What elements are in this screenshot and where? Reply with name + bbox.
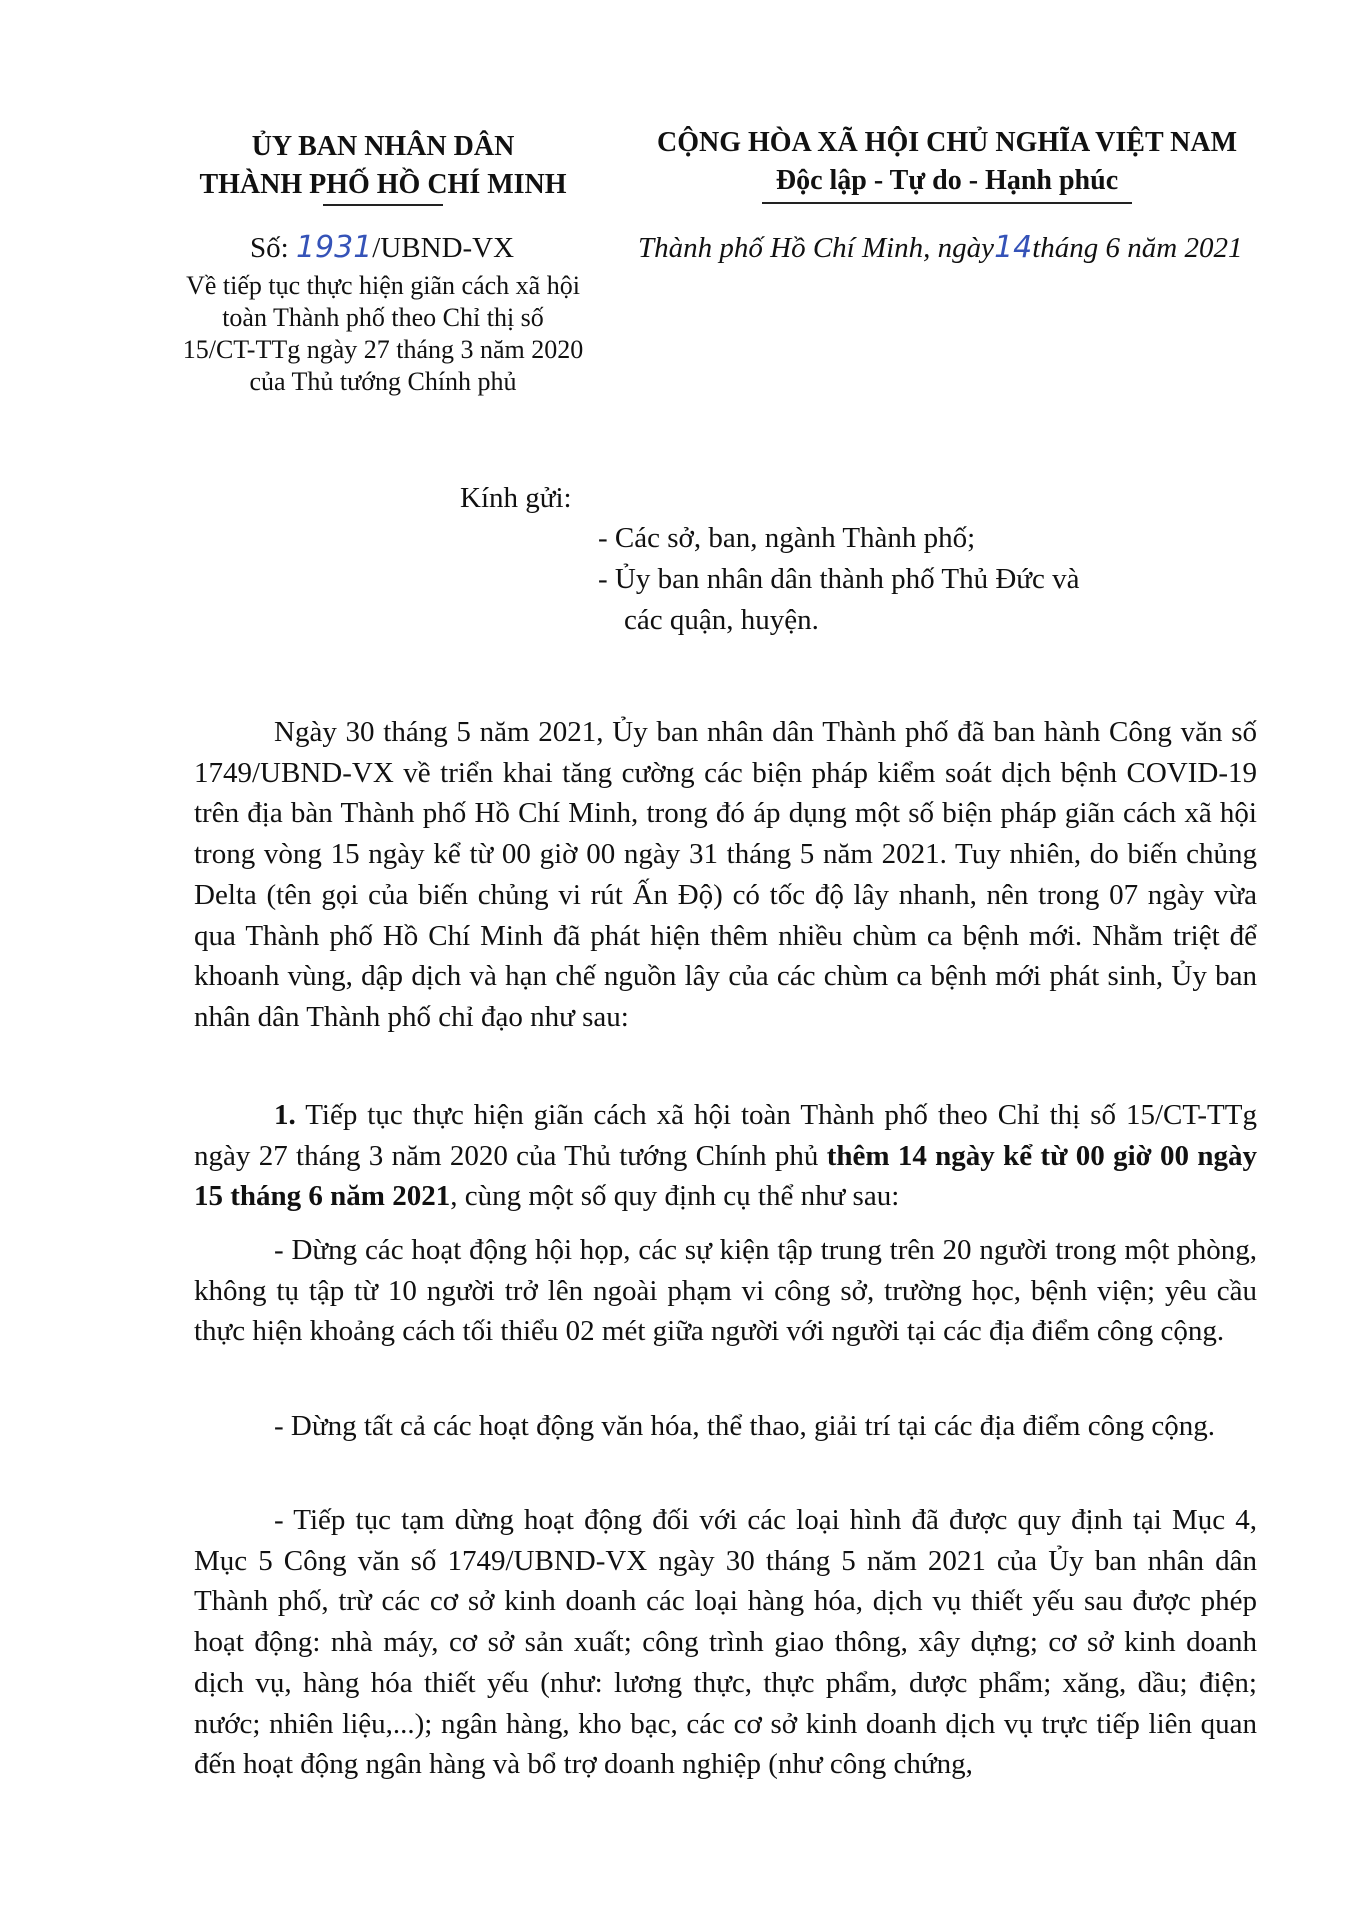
- body-paragraph-3: - Dừng các hoạt động hội họp, các sự kiện tập trung trên 20 người trong một phòng, không tụ tập từ 10 người trở lên ngoài phạm vi công sở, trường học, bệnh viện; yêu cầu thực hiện khoảng cách tối thiểu 02 mét giữa người với người tại các địa điểm công cộng.: [194, 1234, 1257, 1348]
- body-paragraph-2: [194, 1095, 1257, 1217]
- document-date: [638, 228, 1243, 268]
- body-paragraph-5: - Tiếp tục tạm dừng hoạt động đối với các loại hình đã được quy định tại Mục 4, Mục 5 Công văn số 1749/UBND-VX ngày 30 tháng 5 năm 2021 của Ủy ban nhân dân Thành phố, trừ các cơ sở kinh doanh các loại hàng hóa, dịch vụ thiết yếu sau được phép hoạt động: nhà máy, cơ sở sản xuất; công trình giao thông, xây dựng; cơ sở kinh doanh dịch vụ, hàng hóa thiết yếu (như: lương thực, thực phẩm, dược phẩm; xăng, dầu; điện; nước; nhiên liệu,...); ngân hàng, kho bạc, các cơ sở kinh doanh dịch vụ trực tiếp liên quan đến hoạt động ngân hàng và bổ trợ doanh nghiệp (như công chứng,: [194, 1504, 1257, 1781]
- recipient-item-2: - Ủy ban nhân dân thành phố Thủ Đức và: [598, 563, 1080, 595]
- subject-block: [160, 270, 606, 398]
- item-number: 1.: [274, 1099, 296, 1131]
- issuer-underline: [323, 204, 443, 206]
- item-text-bold: thêm 14 ngày kể từ 00 giờ 00 ngày 15 tháng 6 năm 2021: [194, 1139, 1257, 1213]
- issuer-line2: THÀNH PHỐ HỒ CHÍ MINH: [199, 169, 567, 200]
- item-text-a: Tiếp tục thực hiện giãn cách xã hội toàn Thành phố theo Chỉ thị số 15/CT-TTg ngày 27 tháng 3 năm 2020 của Thủ tướng Chính phủ: [194, 1099, 1257, 1172]
- national-motto: Độc lập - Tự do - Hạnh phúc: [775, 165, 1119, 196]
- issuer-line1: ỦY BAN NHÂN DÂN: [251, 131, 515, 162]
- subject-line4: của Thủ tướng Chính phủ: [249, 367, 517, 396]
- subject-line2: toàn Thành phố theo Chỉ thị số: [222, 303, 544, 332]
- national-title-block: [630, 124, 1264, 200]
- national-title: CỘNG HÒA XÃ HỘI CHỦ NGHĨA VIỆT NAM: [656, 127, 1238, 158]
- recipients-label: Kính gửi:: [460, 482, 572, 514]
- body-paragraph-1: Ngày 30 tháng 5 năm 2021, Ủy ban nhân dân Thành phố đã ban hành Công văn số 1749/UBND-VX về triển khai tăng cường các biện pháp kiểm soát dịch bệnh COVID-19 trên địa bàn Thành phố Hồ Chí Minh, trong đó áp dụng một số biện pháp giãn cách xã hội trong vòng 15 ngày kể từ 00 giờ 00 ngày 31 tháng 5 năm 2021. Tuy nhiên, do biến chủng Delta (tên gọi của biến chủng vi rút Ấn Độ) có tốc độ lây nhanh, nên trong 07 ngày vừa qua Thành phố Hồ Chí Minh đã phát hiện thêm nhiều chùm ca bệnh mới. Nhằm triệt để khoanh vùng, dập dịch và hạn chế nguồn lây của các chùm ca bệnh mới phát sinh, Ủy ban nhân dân Thành phố chỉ đạo như sau:: [194, 716, 1257, 1033]
- date-suffix: tháng 6 năm 2021: [1032, 232, 1243, 264]
- doc-number-suffix: /UBND-VX: [372, 232, 515, 264]
- doc-number-prefix: Số:: [250, 232, 289, 264]
- subject-line1: Về tiếp tục thực hiện giãn cách xã hội: [186, 271, 580, 300]
- issuer-block: [160, 128, 606, 204]
- document-number: [250, 228, 514, 268]
- item-text-b: , cùng một số quy định cụ thể như sau:: [450, 1180, 900, 1213]
- doc-number-handwritten: 1931: [295, 230, 373, 265]
- subject-line3: 15/CT-TTg ngày 27 tháng 3 năm 2020: [182, 335, 584, 364]
- recipient-item-1: - Các sở, ban, ngành Thành phố;: [598, 522, 976, 554]
- recipient-item-2-cont: các quận, huyện.: [624, 604, 819, 636]
- body-paragraph-4: - Dừng tất cả các hoạt động văn hóa, thể thao, giải trí tại các địa điểm công cộng.: [274, 1410, 1215, 1442]
- date-prefix: Thành phố Hồ Chí Minh, ngày: [638, 232, 995, 264]
- motto-underline: [762, 202, 1132, 204]
- date-day-handwritten: 14: [994, 230, 1033, 265]
